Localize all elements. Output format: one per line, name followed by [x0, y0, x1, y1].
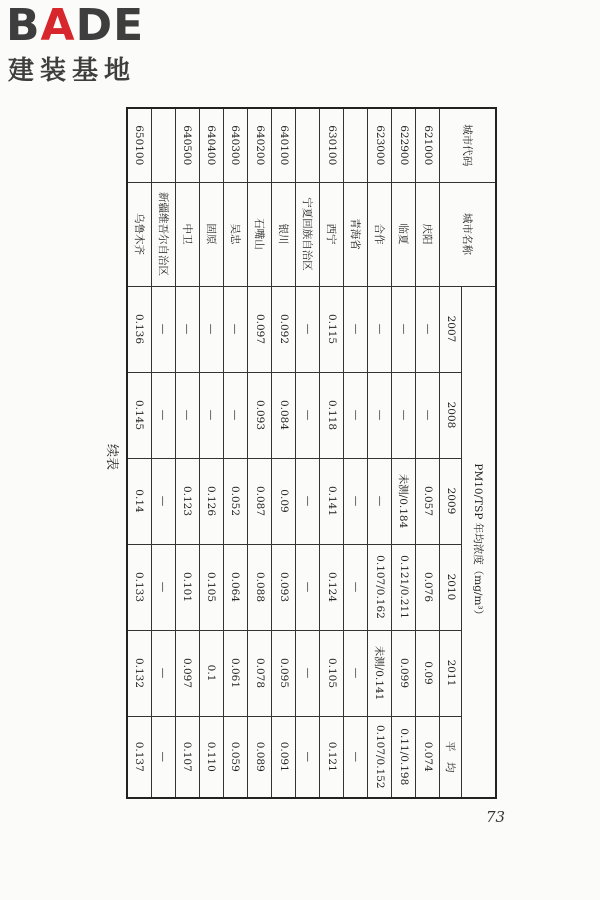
table-row: [416, 108, 440, 798]
cell-value: 0.059: [223, 716, 247, 798]
cell-value: 0.141: [320, 458, 344, 544]
cell-value: 0.107/0.162: [368, 544, 392, 630]
cell-value: 0.091: [272, 716, 296, 798]
cell-value: 0.078: [248, 630, 272, 716]
cell-value: —: [296, 544, 320, 630]
cell-value: —: [344, 544, 368, 630]
cell-value: 0.093: [248, 372, 272, 458]
cell-value: 0.126: [199, 458, 223, 544]
cell-city-name: 银川: [272, 182, 296, 286]
cell-value: —: [199, 286, 223, 372]
cell-city-name: 乌鲁木齐: [127, 182, 151, 286]
cell-value: 0.099: [392, 630, 416, 716]
bade-logo: [6, 0, 176, 94]
cell-value: 0.092: [272, 286, 296, 372]
cell-value: —: [151, 630, 175, 716]
header-year-2009: 2009: [440, 458, 462, 544]
cell-city-code: 622900: [392, 108, 416, 182]
cell-value: 0.084: [272, 372, 296, 458]
cell-value: 0.052: [223, 458, 247, 544]
logo-letter-b: B: [6, 0, 41, 51]
cell-value: 0.137: [127, 716, 151, 798]
cell-city-code: 640500: [175, 108, 199, 182]
cell-value: 0.09: [272, 458, 296, 544]
cell-value: —: [368, 372, 392, 458]
cell-value: 0.089: [248, 716, 272, 798]
cell-value: —: [344, 630, 368, 716]
cell-value: 0.133: [127, 544, 151, 630]
cell-value: 0.121: [320, 716, 344, 798]
cell-value: —: [296, 372, 320, 458]
cell-city-name: 宁夏回族自治区: [296, 182, 320, 286]
cell-value: 0.124: [320, 544, 344, 630]
cell-value: 0.087: [248, 458, 272, 544]
cell-value: 0.14: [127, 458, 151, 544]
table-row: [248, 108, 272, 798]
cell-city-code: 640100: [272, 108, 296, 182]
cell-value: 0.136: [127, 286, 151, 372]
cell-value: 0.107/0.152: [368, 716, 392, 798]
cell-value: —: [392, 372, 416, 458]
cell-city-name: 合作: [368, 182, 392, 286]
cell-value: —: [416, 372, 440, 458]
cell-value: 0.110: [199, 716, 223, 798]
cell-value: 0.095: [272, 630, 296, 716]
cell-city-code: 650100: [127, 108, 151, 182]
header-year-2011: 2011: [440, 630, 462, 716]
cell-value: 0.145: [127, 372, 151, 458]
cell-value: —: [151, 458, 175, 544]
cell-city-name: 中卫: [175, 182, 199, 286]
table-container: [126, 107, 497, 797]
cell-value: —: [199, 372, 223, 458]
cell-value: 0.1: [199, 630, 223, 716]
header-average: 平 均: [440, 716, 462, 798]
header-year-2010: 2010: [440, 544, 462, 630]
cell-city-name: 临夏: [392, 182, 416, 286]
cell-city-code: 640400: [199, 108, 223, 182]
cell-value: 0.118: [320, 372, 344, 458]
cell-value: 未测/0.141: [368, 630, 392, 716]
logo-subtitle: 建装基地: [8, 56, 137, 86]
cell-value: 0.105: [199, 544, 223, 630]
cell-city-code: 630100: [320, 108, 344, 182]
cell-city-name: 庆阳: [416, 182, 440, 286]
cell-city-code: 621000: [416, 108, 440, 182]
table-row: [127, 108, 151, 798]
table-row: [151, 108, 175, 798]
cell-value: 0.101: [175, 544, 199, 630]
cell-value: 0.064: [223, 544, 247, 630]
cell-value: —: [344, 716, 368, 798]
table-row: [296, 108, 320, 798]
cell-value: 0.093: [272, 544, 296, 630]
cell-value: 0.132: [127, 630, 151, 716]
cell-city-name: 石嘴山: [248, 182, 272, 286]
cell-value: 0.057: [416, 458, 440, 544]
table-row: [392, 108, 416, 798]
table-row: [344, 108, 368, 798]
cell-value: 0.11/0.198: [392, 716, 416, 798]
cell-value: 0.123: [175, 458, 199, 544]
pm10-data-table: [126, 107, 497, 799]
cell-city-code: [296, 108, 320, 182]
cell-value: 0.115: [320, 286, 344, 372]
cell-value: —: [151, 372, 175, 458]
header-city-name: 城市名称: [440, 182, 496, 286]
cell-value: —: [296, 458, 320, 544]
logo-letter-a: A: [40, 0, 76, 51]
cell-value: —: [223, 286, 247, 372]
cell-value: 0.097: [175, 630, 199, 716]
cell-value: —: [151, 286, 175, 372]
table-row: [272, 108, 296, 798]
table-caption: 续表: [104, 443, 119, 470]
page-number: 73: [486, 808, 506, 826]
cell-value: —: [223, 372, 247, 458]
cell-value: 0.121/0.211: [392, 544, 416, 630]
cell-value: 0.107: [175, 716, 199, 798]
cell-value: 0.097: [248, 286, 272, 372]
cell-value: —: [368, 286, 392, 372]
cell-value: 未测/0.184: [392, 458, 416, 544]
cell-value: —: [151, 716, 175, 798]
cell-value: —: [151, 544, 175, 630]
cell-value: —: [296, 716, 320, 798]
cell-value: —: [344, 372, 368, 458]
cell-value: —: [368, 458, 392, 544]
cell-value: —: [344, 458, 368, 544]
cell-city-code: [151, 108, 175, 182]
cell-value: —: [175, 286, 199, 372]
cell-city-name: 新疆维吾尔自治区: [151, 182, 175, 286]
cell-city-name: 青海省: [344, 182, 368, 286]
cell-value: 0.088: [248, 544, 272, 630]
cell-city-code: 640200: [248, 108, 272, 182]
logo-wordmark: [6, 0, 145, 51]
table-row: [320, 108, 344, 798]
table-row: [368, 108, 392, 798]
table-row: [223, 108, 247, 798]
cell-city-name: 西宁: [320, 182, 344, 286]
cell-city-name: 吴忠: [223, 182, 247, 286]
cell-value: —: [416, 286, 440, 372]
cell-value: —: [175, 372, 199, 458]
header-pm10-group: PM10/TSP 年均浓度（mg/m³）: [462, 286, 496, 798]
cell-value: —: [296, 286, 320, 372]
cell-city-code: 623000: [368, 108, 392, 182]
logo-letters-de: DE: [75, 0, 145, 51]
cell-value: —: [392, 286, 416, 372]
cell-value: —: [344, 286, 368, 372]
cell-value: 0.061: [223, 630, 247, 716]
cell-value: 0.074: [416, 716, 440, 798]
cell-value: 0.09: [416, 630, 440, 716]
cell-city-name: 固原: [199, 182, 223, 286]
cell-city-code: [344, 108, 368, 182]
table-row: [175, 108, 199, 798]
header-year-2007: 2007: [440, 286, 462, 372]
table-row: [199, 108, 223, 798]
header-city-code: 城市代码: [440, 108, 496, 182]
cell-value: 0.076: [416, 544, 440, 630]
header-year-2008: 2008: [440, 372, 462, 458]
cell-value: —: [296, 630, 320, 716]
cell-city-code: 640300: [223, 108, 247, 182]
cell-value: 0.105: [320, 630, 344, 716]
table-body: [127, 108, 440, 798]
